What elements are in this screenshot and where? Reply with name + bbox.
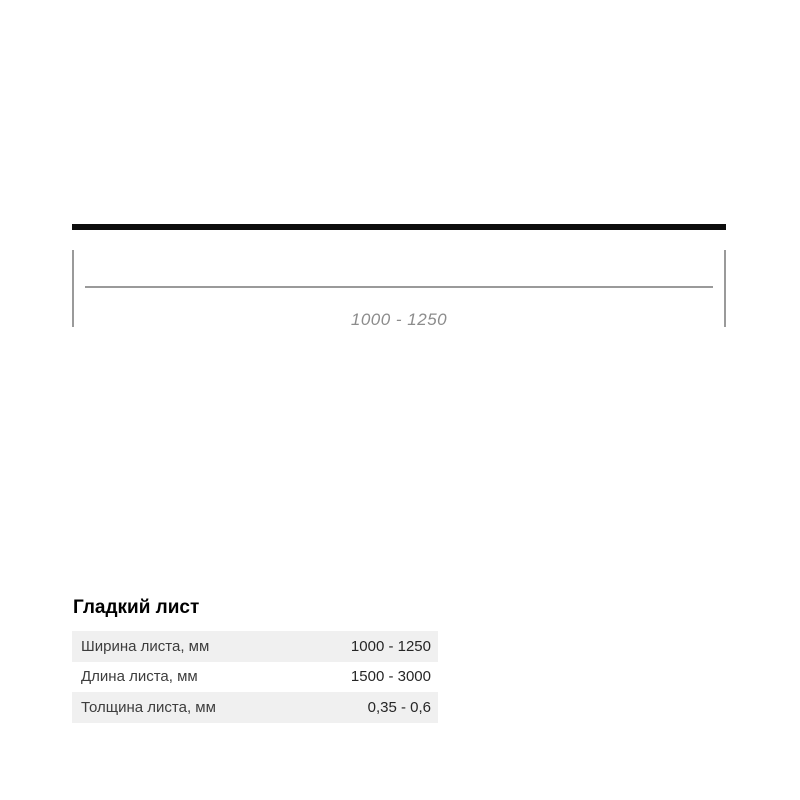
spec-table-title: Гладкий лист bbox=[73, 597, 200, 618]
table-row-width bbox=[72, 631, 438, 662]
table-row-thickness bbox=[72, 692, 438, 723]
row-label: Ширина листа, мм bbox=[81, 637, 210, 655]
dimension-line bbox=[85, 286, 713, 288]
flat-sheet-profile-line bbox=[72, 224, 726, 230]
dimension-width-label: 1000 - 1250 bbox=[350, 310, 448, 329]
table-row-length bbox=[72, 662, 438, 693]
row-value: 1000 - 1250 bbox=[350, 637, 431, 655]
spec-table bbox=[72, 631, 438, 723]
row-value: 0,35 - 0,6 bbox=[367, 698, 431, 716]
row-value: 1500 - 3000 bbox=[350, 668, 431, 686]
row-label: Длина листа, мм bbox=[81, 668, 198, 686]
row-label: Толщина листа, мм bbox=[81, 698, 216, 716]
